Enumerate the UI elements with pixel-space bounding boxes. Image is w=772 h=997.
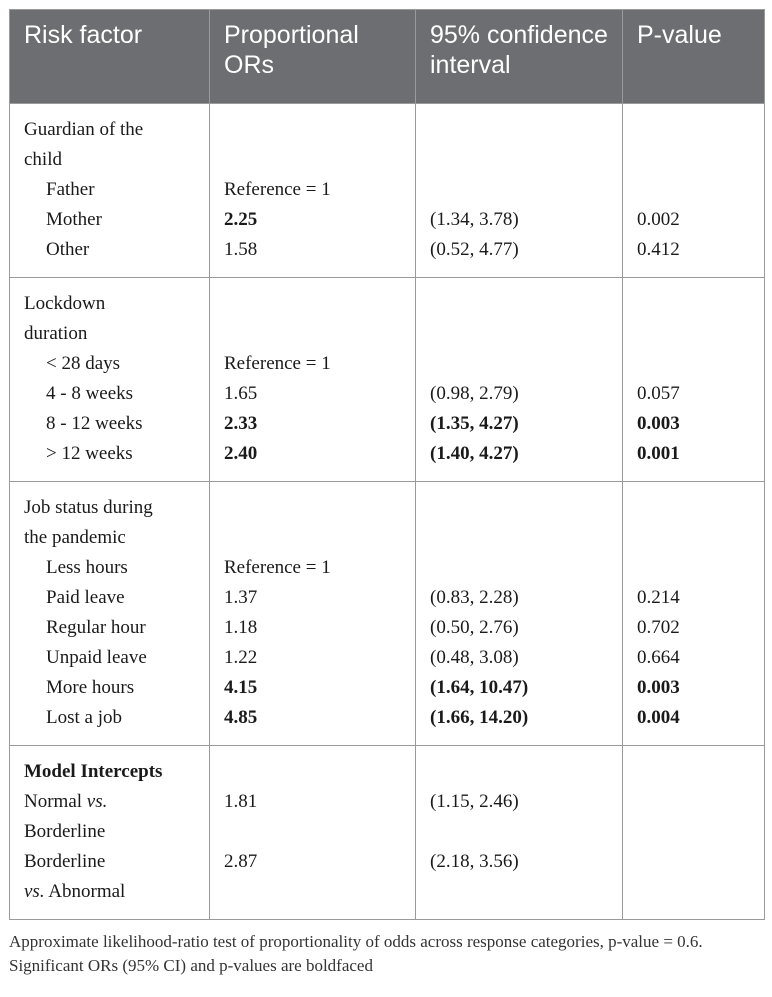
odds-ratio-value: 1.18	[224, 617, 258, 638]
confidence-interval-value: (1.35, 4.27)	[430, 413, 519, 434]
odds-ratio-value: 4.15	[224, 677, 258, 698]
confidence-interval-value: (1.66, 14.20)	[430, 707, 529, 728]
confidence-interval-value: (0.98, 2.79)	[430, 383, 519, 404]
row-label: < 28 days	[46, 353, 121, 374]
blank-line	[637, 817, 750, 847]
risk-factor-cell	[10, 746, 210, 920]
blank-line	[637, 757, 750, 787]
header-proportional-ors: Proportional ORs	[210, 10, 416, 104]
odds-ratio-value: Reference = 1	[224, 353, 331, 374]
blank-line	[224, 319, 401, 349]
confidence-interval-value: (1.64, 10.47)	[430, 677, 529, 698]
blank-line	[224, 757, 401, 787]
blank-line	[224, 877, 401, 907]
section-title: the pandemic	[24, 527, 126, 548]
odds-ratio-value: 4.85	[224, 707, 258, 728]
confidence-interval-value: (1.34, 3.78)	[430, 209, 519, 230]
or-cell	[210, 746, 416, 920]
row-label: Unpaid leave	[46, 647, 147, 668]
row-label: Father	[46, 179, 95, 200]
intercept-label-text: Borderline	[24, 821, 106, 842]
header-confidence-interval: 95% confidence interval	[416, 10, 623, 104]
p-value: 0.664	[637, 647, 680, 668]
odds-ratio-value: 1.22	[224, 647, 258, 668]
p-value: 0.214	[637, 587, 680, 608]
blank-line	[637, 877, 750, 907]
intercept-vs: vs.	[24, 881, 45, 902]
table-container	[9, 9, 764, 978]
or-cell	[210, 482, 416, 746]
blank-line	[430, 757, 608, 787]
intercept-label-text: Borderline	[24, 851, 106, 872]
blank-line	[224, 817, 401, 847]
row-label: 4 - 8 weeks	[46, 383, 134, 404]
intercept-label-line	[24, 877, 195, 907]
odds-ratio-value: 2.40	[224, 443, 258, 464]
intercept-vs: vs.	[86, 791, 108, 812]
section-row	[10, 278, 765, 482]
row-label: Other	[46, 239, 90, 260]
risk-factor-table	[9, 9, 765, 920]
row-label: Lost a job	[46, 707, 122, 728]
intercepts-title: Model Intercepts	[24, 761, 163, 782]
confidence-interval-value: (0.52, 4.77)	[430, 239, 519, 260]
blank-line	[637, 787, 750, 817]
intercepts-row	[10, 746, 765, 920]
blank-line	[637, 847, 750, 877]
p-value: 0.003	[637, 413, 680, 434]
intercept-or-value: 2.87	[224, 851, 258, 872]
odds-ratio-value: Reference = 1	[224, 179, 331, 200]
row-label: Paid leave	[46, 587, 125, 608]
header-p-value: P-value	[623, 10, 765, 104]
confidence-interval-value: (1.40, 4.27)	[430, 443, 519, 464]
confidence-interval-value	[430, 553, 608, 583]
or-cell	[210, 278, 416, 482]
table-footnote: Approximate likelihood-ratio test of proportionality of odds across response categories, p-value = 0.6. Significant ORs (95% CI) and p-values are boldfaced	[9, 932, 703, 975]
odds-ratio-value: 1.37	[224, 587, 258, 608]
blank-line	[430, 319, 608, 349]
blank-line	[430, 493, 608, 523]
section-row	[10, 104, 765, 278]
p-value: 0.001	[637, 443, 680, 464]
blank-line	[430, 115, 608, 145]
ci-cell	[416, 104, 623, 278]
blank-line	[637, 523, 750, 553]
header-row	[10, 10, 765, 104]
intercept-ci-value: (2.18, 3.56)	[430, 851, 519, 872]
intercept-label-text: Normal	[24, 791, 87, 812]
confidence-interval-value: (0.50, 2.76)	[430, 617, 519, 638]
row-label: 8 - 12 weeks	[46, 413, 143, 434]
p-value: 0.004	[637, 707, 680, 728]
section-row	[10, 482, 765, 746]
blank-line	[224, 145, 401, 175]
section-title: child	[24, 149, 62, 170]
blank-line	[637, 115, 750, 145]
p-value-cell	[623, 482, 765, 746]
risk-factor-cell	[10, 104, 210, 278]
p-value: 0.412	[637, 239, 680, 260]
section-title: duration	[24, 323, 88, 344]
row-label: More hours	[46, 677, 135, 698]
p-value-cell	[623, 278, 765, 482]
ci-cell	[416, 482, 623, 746]
blank-line	[224, 523, 401, 553]
intercept-or-value: 1.81	[224, 791, 258, 812]
ci-cell	[416, 746, 623, 920]
ci-cell	[416, 278, 623, 482]
row-label: > 12 weeks	[46, 443, 133, 464]
p-value: 0.003	[637, 677, 680, 698]
row-label: Less hours	[46, 557, 128, 578]
p-value: 0.002	[637, 209, 680, 230]
section-title: Job status during	[24, 497, 153, 518]
p-value-cell	[623, 104, 765, 278]
odds-ratio-value: 1.65	[224, 383, 258, 404]
section-title: Guardian of the	[24, 119, 144, 140]
header-risk-factor: Risk factor	[10, 10, 210, 104]
blank-line	[430, 145, 608, 175]
blank-line	[430, 523, 608, 553]
blank-line	[224, 289, 401, 319]
p-value	[637, 175, 750, 205]
confidence-interval-value	[430, 349, 608, 379]
blank-line	[637, 493, 750, 523]
confidence-interval-value	[430, 175, 608, 205]
or-cell	[210, 104, 416, 278]
row-label: Mother	[46, 209, 102, 230]
intercept-label-text: Abnormal	[44, 881, 126, 902]
confidence-interval-value: (0.48, 3.08)	[430, 647, 519, 668]
risk-factor-cell	[10, 482, 210, 746]
odds-ratio-value: 2.33	[224, 413, 258, 434]
row-label: Regular hour	[46, 617, 146, 638]
p-value: 0.057	[637, 383, 680, 404]
odds-ratio-value: Reference = 1	[224, 557, 331, 578]
intercept-label-line	[24, 787, 195, 817]
risk-factor-cell	[10, 278, 210, 482]
odds-ratio-value: 2.25	[224, 209, 258, 230]
p-value	[637, 553, 750, 583]
section-title: Lockdown	[24, 293, 106, 314]
blank-line	[430, 289, 608, 319]
blank-line	[224, 115, 401, 145]
blank-line	[637, 145, 750, 175]
confidence-interval-value: (0.83, 2.28)	[430, 587, 519, 608]
p-value: 0.702	[637, 617, 680, 638]
blank-line	[224, 493, 401, 523]
odds-ratio-value: 1.58	[224, 239, 258, 260]
blank-line	[637, 319, 750, 349]
p-value-cell	[623, 746, 765, 920]
blank-line	[637, 289, 750, 319]
intercept-ci-value: (1.15, 2.46)	[430, 791, 519, 812]
blank-line	[430, 817, 608, 847]
blank-line	[430, 877, 608, 907]
p-value	[637, 349, 750, 379]
